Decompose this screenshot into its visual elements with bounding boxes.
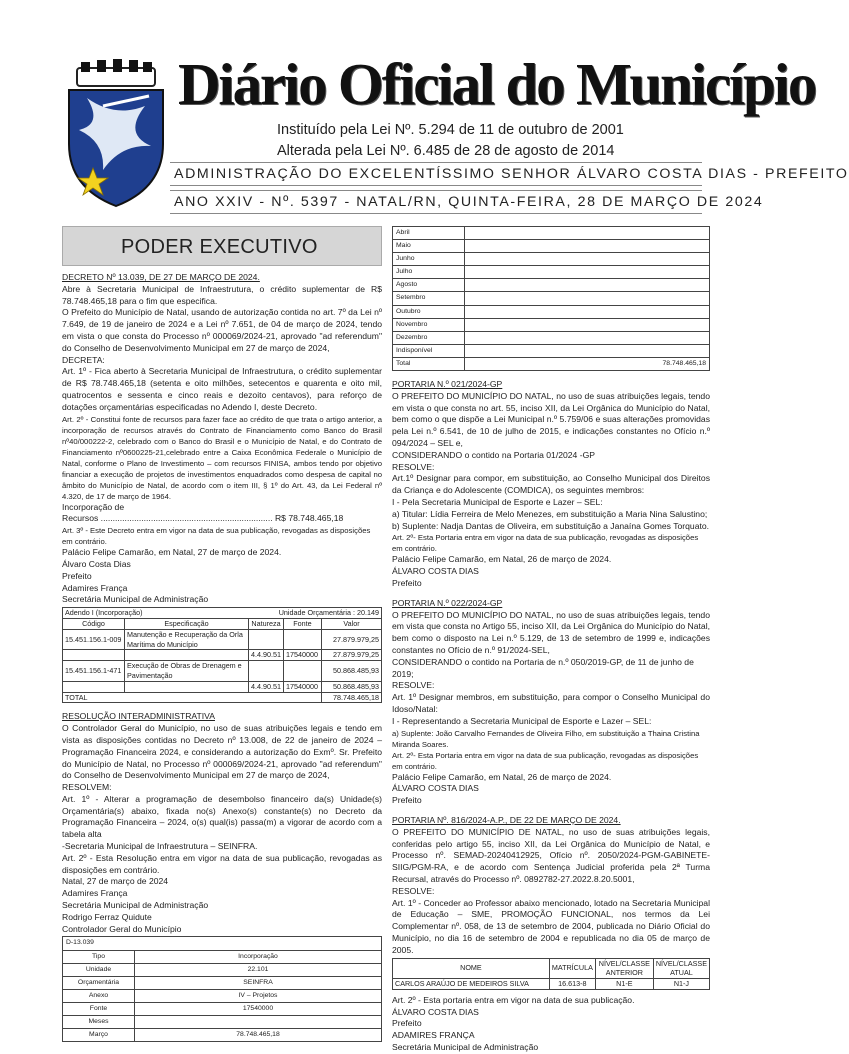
portaria-p1: O PREFEITO DO MUNICÍPIO DO NATAL, no uso de suas atribuições legais, tendo em vista o que consta no art. 55, inciso XII, da Lei Orgânica do Município do Natal, bem como o que dispõe a Lei Municipal n.º 5.759/06 e suas alterações promovidas pela Lei n.º 6.541, de 10 de julho de 2015, e indicações constantes no Ofício n.º 094/2024 – SEL e, (392, 390, 710, 449)
decree-summary: Abre à Secretaria Municipal de Infraestrutura, o crédito suplementar de R$ 78.748.465,18 para o fim que especifica. (62, 283, 382, 306)
decree-13039 (62, 272, 382, 606)
resolucao-art1: Art. 1º - Alterar a programação de desembolso financeiro da(s) Unidade(s) Orçamentária(s) abaixo, fixada no(s) Anexo(s) constante(s) no Decreto da Programação Financeira – 2024, o(s) qual(is) passa(m) a vigorar de acordo com a tabela alta (62, 793, 382, 840)
resolucao-p1: O Controlador Geral do Município, no uso de suas atribuições legais e tendo em vista as disposições contidas no Decreto nº 13.008, de 22 de janeiro de 2024 – Programação Financeira 2024, e considerando a autorização do Exmº. Sr. Prefeito do Município de Natal, no Processo nº 000069/2024-21, aprovado "ad referendum" do Conselho de Desenvolvimento Municipal em 27 de março de 2024, (62, 723, 382, 781)
cell: Março (63, 1029, 135, 1042)
portaria-art2: Art. 2º- Esta Portaria entra em vigor na data de sua publicação, revogadas as disposições em contrário. (392, 533, 699, 554)
table-row (63, 963, 382, 976)
decree-art3: Art. 3º - Este Decreto entra em vigor na data de sua publicação, revogadas as disposições em contrário. (62, 526, 371, 547)
month-label: Abril (393, 227, 465, 240)
founding-law: Instituído pela Lei Nº. 5.294 de 11 de outubro de 2001 (277, 122, 624, 138)
cell: 4.4.90.51 (249, 681, 284, 692)
table-row (393, 318, 710, 331)
right-column (392, 226, 710, 1054)
prog-col-tipo: Tipo (63, 950, 135, 963)
prog-title: D-13.039 (63, 937, 382, 950)
table-row (393, 331, 710, 344)
cell (284, 629, 322, 650)
adendo-unit: Unidade Orçamentária : 20.149 (249, 608, 382, 619)
resolucao-heading: RESOLUÇÃO INTERADMINISTRATIVA (62, 711, 215, 722)
signature-role: Secretária Municipal de Administração (62, 594, 209, 605)
signature-name: Rodrigo Ferraz Quidute (62, 911, 152, 922)
month-label: Novembro (393, 318, 465, 331)
table-row (393, 305, 710, 318)
month-label: Agosto (393, 279, 465, 292)
table-row (63, 976, 382, 989)
cell: N1-J (653, 979, 709, 990)
portaria-item-b: b) Suplente: Nadja Dantas de Oliveira, em substituição a Janaína Gomes Torquato. (392, 520, 710, 531)
cell: 27.879.979,25 (322, 629, 382, 650)
table-row (393, 344, 710, 357)
cell: CARLOS ARAÚJO DE MEDEIROS SILVA (393, 979, 550, 990)
table-row (63, 1029, 382, 1042)
adendo-col-fonte: Fonte (284, 618, 322, 629)
cell: Execução de Obras de Drenagem e Pavimentação (125, 661, 249, 682)
resolucao-line: -Secretaria Municipal de Infraestrutura – SEINFRA. (62, 841, 258, 852)
cell: Manutenção e Recuperação da Orla Marítima do Município (125, 629, 249, 650)
month-label: Julho (393, 266, 465, 279)
table-row (393, 253, 710, 266)
cell (284, 661, 322, 682)
masthead-title: Diário Oficial do Município (178, 51, 816, 117)
portaria-816 (392, 815, 710, 1054)
adendo-table (62, 607, 382, 703)
table-row (393, 292, 710, 305)
issue-band: ANO XXIV - Nº. 5397 - NATAL/RN, QUINTA-FEIRA, 28 DE MARÇO DE 2024 (170, 190, 702, 214)
portaria-heading: PORTARIA Nº. 816/2024-A.P., DE 22 DE MARÇO DE 2024. (392, 814, 621, 825)
total-label: Total (393, 357, 465, 370)
month-label: Junho (393, 253, 465, 266)
table-row (393, 979, 710, 990)
table-row (63, 1016, 382, 1029)
portaria-consid: CONSIDERANDO o contido na Portaria de n.º 050/2019-GP, de 11 de junho de 2019; (392, 656, 694, 679)
signature-name: Adamires França (62, 582, 128, 593)
col-anterior: NÍVEL/CLASSE ANTERIOR (595, 958, 653, 979)
portaria-p1: O PREFEITO DO MUNICÍPIO DE NATAL, no uso de suas atribuições legais, conferidas pelo artigo 55, inciso XII, da Lei Orgânica do Município de Natal, e Processo nº. SEMAD-20240412925, Ofício nº. 2050/2024-PGM-GABINETE-SIIG/PGM-RA, e de acordo com Sentença Judicial proferida pela 2ª Turma Recursal, através do Processo nº. 0892782-27.2022.8.20.5001, (392, 826, 710, 884)
portaria-place: Palácio Felipe Camarão, em Natal, 26 de março de 2024. (392, 771, 612, 782)
resolucao-date: Natal, 27 de março de 2024 (62, 876, 169, 887)
month-label: Maio (393, 240, 465, 253)
portaria-item-i: I - Representando a Secretaria Municipal de Esporte e Lazer – SEL: (392, 715, 652, 726)
cell: Unidade (63, 963, 135, 976)
cell (135, 1016, 382, 1029)
signature-role: Secretária Municipal de Administração (392, 1042, 539, 1053)
coat-of-arms-icon (63, 58, 169, 208)
cell (63, 681, 125, 692)
cell: 78.748.465,18 (135, 1029, 382, 1042)
cell: 22.101 (135, 963, 382, 976)
cell (249, 661, 284, 682)
portaria-p1: O PREFEITO DO MUNICÍPIO DO NATAL, no uso de suas atribuições legais, tendo em vista que consta no Artigo 55, inciso XII, da Lei Orgânica do Município do Natal, bem como o disposto na Lei n.º 5.129, de 13 de setembro de 1999 e, indicações constantes no Ofício de n.º 91/2024-SEL, (392, 609, 710, 655)
cell: 17540000 (284, 650, 322, 661)
signature-name: Álvaro Costa Dias (62, 558, 131, 569)
portaria-heading: PORTARIA N.º 021/2024-GP (392, 379, 503, 390)
prog-col-incorp: Incorporação (135, 950, 382, 963)
cell: N1-E (595, 979, 653, 990)
portaria-022 (392, 598, 710, 807)
left-column (62, 226, 382, 1042)
total-label: TOTAL (63, 692, 322, 703)
cell: 15.451.156.1-009 (63, 629, 125, 650)
signature-role: Prefeito (392, 577, 422, 588)
signature-role: Prefeito (392, 1018, 422, 1029)
portaria-item-a: a) Suplente: João Carvalho Fernandes de Oliveira Filho, em substituição a Thaina Cristina Miranda Soares. (392, 728, 700, 749)
table-row (393, 240, 710, 253)
decree-place: Palácio Felipe Camarão, em Natal, 27 de março de 2024. (62, 547, 282, 558)
portaria-resolve: RESOLVE: (392, 885, 435, 896)
month-label: Outubro (393, 305, 465, 318)
cell: Anexo (63, 989, 135, 1002)
cell: Orçamentária (63, 976, 135, 989)
col-nome: NOME (393, 958, 550, 979)
signature-role: Prefeito (62, 570, 92, 581)
table-row (63, 661, 382, 682)
months-table (392, 226, 710, 371)
cell: SEINFRA (135, 976, 382, 989)
cell (63, 650, 125, 661)
decree-decreta: DECRETA: (62, 354, 105, 365)
month-label: Setembro (393, 292, 465, 305)
table-row (63, 1002, 382, 1015)
signature-name: ADAMIRES FRANÇA (392, 1030, 475, 1041)
table-row (63, 681, 382, 692)
cell (249, 629, 284, 650)
decree-art2: Art. 2º - Constitui fonte de recursos para fazer face ao crédito de que trata o artigo anterior, a incorporação de recursos através do Contrato de Financiamento como Banco do Brasil nº40/000222-2, celebrado com o Banco do Brasil e o Município de Natal, e do Contrato de Financiamento nº0600225-21,celebrado entre a Caixa Econômica Federale o Município de Natal, conforme o Plano de Investimento – com recursos FINISA, ambos tendo por objetivo financiar a execução de projetos de investimentos enquadrados como despesa de capital no âmbito do Município de Natal, de acordo com o item III, § 1º do Art. 43, da Lei Federal nº 4.320, de 17 de março de 1964. (62, 414, 382, 501)
cell: 27.879.979,25 (322, 650, 382, 661)
portaria-consid: CONSIDERANDO o contido na Portaria 01/2024 -GP (392, 449, 595, 460)
cell: 4.4.90.51 (249, 650, 284, 661)
table-row (393, 227, 710, 240)
decree-art1: Art. 1º - Fica aberto à Secretaria Municipal de Infraestrutura, o crédito suplementar de R$ 78.748.465,18 (setenta e oito milhões, setecentos e quarenta e oito mil, quatrocentos e sessenta e cinco reais e dezoito centavos), para reforço de dotações orçamentárias especificadas no Adendo I, deste Decreto. (62, 366, 382, 412)
portaria-resolve: RESOLVE: (392, 680, 435, 691)
cell: IV – Projetos (135, 989, 382, 1002)
programacao-table (62, 936, 382, 1042)
cell: 15.451.156.1-471 (63, 661, 125, 682)
table-row (63, 650, 382, 661)
cell: 17540000 (135, 1002, 382, 1015)
table-row (63, 629, 382, 650)
signature-role: Prefeito (392, 795, 422, 806)
table-row (393, 266, 710, 279)
portaria-item-a: a) Titular: Lídia Ferreira de Melo Menezes, em substituição a Maria Nina Salustino; (392, 508, 708, 519)
cell (125, 650, 249, 661)
adendo-col-spec: Especificação (125, 618, 249, 629)
cell: 17540000 (284, 681, 322, 692)
cell (125, 681, 249, 692)
portaria-heading: PORTARIA N.º 022/2024-GP (392, 597, 503, 608)
month-label: Dezembro (393, 331, 465, 344)
decree-incorp: Incorporação de (62, 501, 125, 512)
decree-heading: DECRETO Nº 13.039, DE 27 DE MARÇO DE 2024. (62, 272, 260, 282)
portaria-art1: Art. 1º Designar membros, em substituição, para compor o Conselho Municipal do Idoso/Natal: (392, 692, 710, 714)
col-atual: NÍVEL/CLASSE ATUAL (653, 958, 709, 979)
decree-recursos: Recursos ........................................................................ R$ 78.748.465,18 (62, 513, 344, 524)
administration-band: ADMINISTRAÇÃO DO EXCELENTÍSSIMO SENHOR ÁLVARO COSTA DIAS - PREFEITO (170, 162, 702, 186)
adendo-title: Adendo I (Incorporação) (63, 608, 249, 619)
month-label: Indisponível (393, 344, 465, 357)
adendo-col-nat: Natureza (249, 618, 284, 629)
table-row (63, 989, 382, 1002)
portaria-art1: Art. 1º - Conceder ao Professor abaixo mencionado, lotado na Secretaria Municipal de Educação – SME, PROMOÇÃO FUNCIONAL, nos termos da Lei Complementar nº. 058, de 13 de setembro de 2004, publicada no Diário Oficial do Município, no dia 16 de setembro de 2004 e republicada no dia 05 de março de 2005. (392, 897, 710, 955)
table-row-total (63, 692, 382, 703)
resolucao-resolvem: RESOLVEM: (62, 782, 112, 793)
signature-name: ÁLVARO COSTA DIAS (392, 566, 479, 577)
adendo-col-valor: Valor (322, 618, 382, 629)
portaria-resolve: RESOLVE: (392, 461, 435, 472)
decree-preamble: O Prefeito do Município de Natal, usando de autorização contida no art. 7º da Lei nº 7.649, de 19 de janeiro de 2024 e a Lei nº 7.651, de 04 de março de 2024, tendo em vista o que consta do Processo nº 000069/2024-21, aprovado "ad referendum" do Conselho de Desenvolvimento Municipal em 27 de março de 2024, (62, 307, 382, 353)
table-row-total (393, 357, 710, 370)
total-value: 78.748.465,18 (465, 357, 710, 370)
cell: Fonte (63, 1002, 135, 1015)
signature-name: ÁLVARO COSTA DIAS (392, 783, 479, 794)
portaria-art1: Art.1º Designar para compor, em substituição, ao Conselho Municipal dos Direitos da Criança e do Adolescente (COMDICA), os seguintes membros: (392, 473, 710, 496)
signature-name: Adamires França (62, 888, 128, 899)
amending-law: Alterada pela Lei Nº. 6.485 de 28 de agosto de 2014 (277, 143, 615, 159)
cell: 50.868.485,93 (322, 661, 382, 682)
adendo-col-code: Código (63, 618, 125, 629)
portaria-021 (392, 379, 710, 590)
total-value: 78.748.465,18 (322, 692, 382, 703)
table-row (393, 279, 710, 292)
section-title: PODER EXECUTIVO (62, 226, 382, 266)
cell: 16.613-8 (549, 979, 595, 990)
signature-name: ÁLVARO COSTA DIAS (392, 1006, 479, 1017)
signature-role: Secretária Municipal de Administração (62, 900, 209, 911)
portaria-art2: Art. 2º- Esta Portaria entra em vigor na data de sua publicação, revogadas as disposições em contrário. (392, 750, 699, 771)
signature-role: Controlador Geral do Município (62, 923, 182, 934)
resolucao-art2: Art. 2º - Esta Resolução entra em vigor na data de sua publicação, revogadas as disposições em contrário. (62, 852, 382, 875)
cell: Meses (63, 1016, 135, 1029)
promotion-table (392, 958, 710, 990)
portaria-art2: Art. 2º - Esta portaria entra em vigor na data de sua publicação. (392, 994, 635, 1005)
resolucao (62, 711, 382, 935)
col-matricula: MATRÍCULA (549, 958, 595, 979)
masthead (0, 0, 849, 222)
portaria-item-i: I - Pela Secretaria Municipal de Esporte e Lazer – SEL: (392, 497, 603, 507)
cell: 50.868.485,93 (322, 681, 382, 692)
portaria-place: Palácio Felipe Camarão, em Natal, 26 de março de 2024. (392, 554, 612, 565)
